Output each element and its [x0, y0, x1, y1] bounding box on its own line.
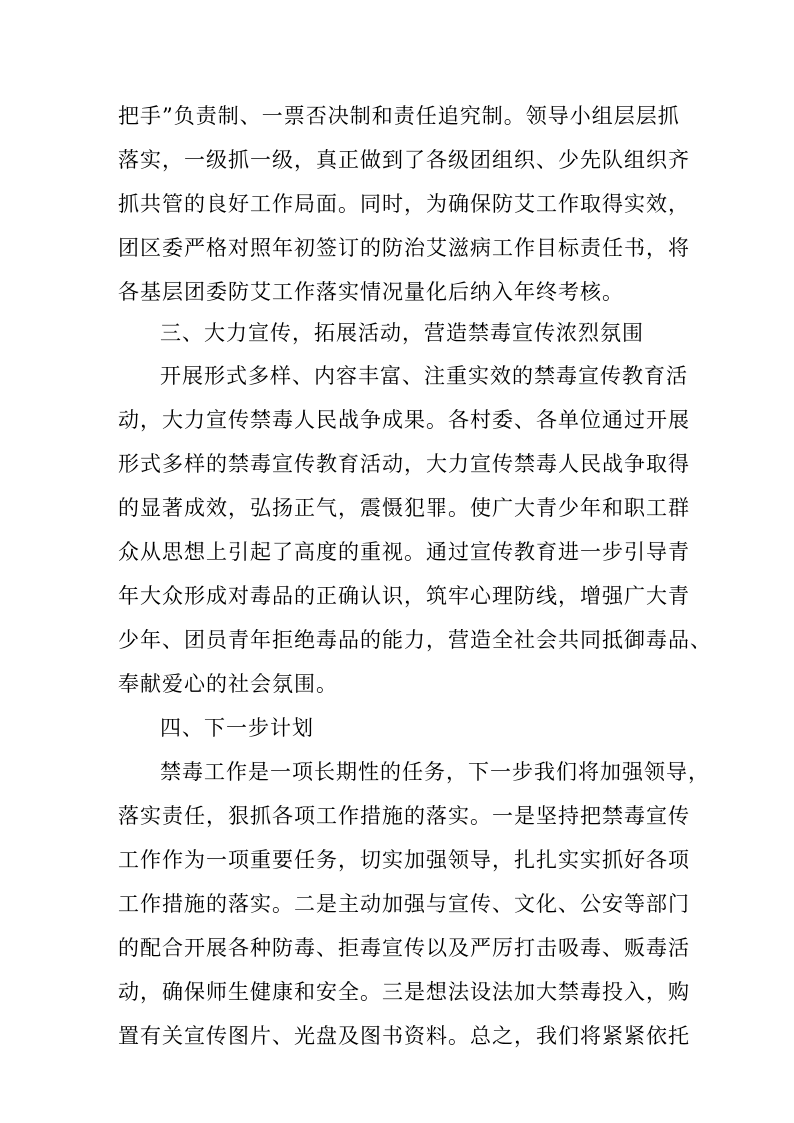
paragraph-line: 开展形式多样、内容丰富、注重实效的禁毒宣传教育活 [160, 364, 688, 388]
paragraph-line: 落实，一级抓一级，真正做到了各级团组织、少先队组织齐 [118, 148, 690, 172]
paragraph-line: 的配合开展各种防毒、拒毒宣传以及严厉打击吸毒、贩毒活 [118, 936, 690, 960]
paragraph-line: 动，确保师生健康和安全。三是想法设法加大禁毒投入，购 [118, 980, 690, 1004]
paragraph-line: 禁毒工作是一项长期性的任务，下一步我们将加强领导， [160, 760, 710, 784]
paragraph-line: 置有关宣传图片、光盘及图书资料。总之，我们将紧紧依托 [118, 1024, 690, 1048]
paragraph-line: 年大众形成对毒品的正确认识，筑牢心理防线，增强广大青 [118, 584, 690, 608]
paragraph-line: 各基层团委防艾工作落实情况量化后纳入年终考核。 [118, 280, 624, 304]
section-heading: 四、下一步计划 [160, 716, 314, 740]
section-heading: 三、大力宣传，拓展活动，营造禁毒宣传浓烈氛围 [160, 321, 644, 345]
paragraph-line: 抓共管的良好工作局面。同时，为确保防艾工作取得实效， [118, 192, 690, 216]
paragraph-line: 形式多样的禁毒宣传教育活动，大力宣传禁毒人民战争取得 [118, 452, 690, 476]
paragraph-line: 动，大力宣传禁毒人民战争成果。各村委、各单位通过开展 [118, 408, 690, 432]
paragraph-line: 的显著成效，弘扬正气，震慑犯罪。使广大青少年和职工群 [118, 496, 690, 520]
paragraph-line: 众从思想上引起了高度的重视。通过宣传教育进一步引导青 [118, 540, 690, 564]
paragraph-line: 少年、团员青年拒绝毒品的能力，营造全社会共同抵御毒品、 [118, 628, 712, 652]
paragraph-line: 工作作为一项重要任务，切实加强领导，扎扎实实抓好各项 [118, 848, 690, 872]
paragraph-line: 落实责任，狠抓各项工作措施的落实。一是坚持把禁毒宣传 [118, 804, 690, 828]
paragraph-line: 团区委严格对照年初签订的防治艾滋病工作目标责任书，将 [118, 236, 690, 260]
paragraph-line: 奉献爱心的社会氛围。 [118, 672, 338, 696]
paragraph-line: 把手”负责制、一票否决制和责任追究制。领导小组层层抓 [118, 104, 680, 128]
paragraph-line: 工作措施的落实。二是主动加强与宣传、文化、公安等部门 [118, 892, 690, 916]
